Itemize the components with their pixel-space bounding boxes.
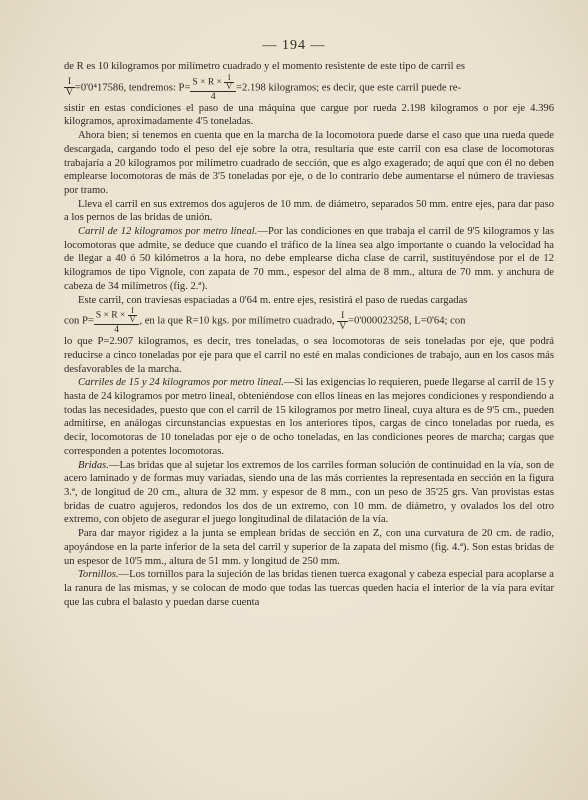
page-body [64,60,554,609]
formula-numerator-text: S × R × [192,77,225,88]
paragraph-6-text: —Si las exigencias lo requieren, puede llegarse al carril de 15 y hasta de 24 kilogramos por metro lineal, obteniéndose con ellos líneas en las mejores condiciones y respondiendo a todas las necesidades, puesto que con el carril de 15 kilogramos por metro lineal, cuya altura es de 9'5 cm., pueden admitirse, en análogas circunstancias expuestas en los anteriores tipos, cargas de cinco toneladas por rueda, es decir, locomotoras de 10 toneladas por eje o de ocho toneladas, en las condiciones peores de marcha; cargas que corresponden a potentes locomotoras. [64,377,554,457]
formula2-end: =0'000023258, L=0'64; con [348,315,466,327]
formula2-middle: , en la que R=10 kgs. por milímetro cuadrado, [139,315,335,327]
formula2-denominator: 4 [114,325,119,336]
formula2-frac2-numerator: I [337,311,348,322]
formula-numerator [190,74,236,92]
section-heading-carriles-15-24: Carriles de 15 y 24 kilogramos por metro lineal. [78,377,284,389]
formula2-big-fraction [94,307,140,335]
section-heading-tornillos: Tornillos. [78,569,119,581]
paragraph-5-formula-line [64,307,554,335]
formula2-numerator [94,307,140,325]
fraction-i-over-v [64,77,75,98]
paragraph-9-text: —Los tornillos para la sujeción de las bridas tienen tuerca exagonal y cabeza especial para acoplarse a la ranura de las mismas, y se colocan de modo que todas las tuercas queden hacia el interior de la vía para evitar que las cubra el balasto y puedan darse cuenta [64,569,554,608]
paragraph-5c: lo que P=2.907 kilogramos, es decir, tres toneladas, o sea locomotoras de seis toneladas por eje, que podrá reducirse a cinco toneladas por eje para que el carril no esté en malas condiciones de trabajo, aun en los casos más desfavorables de la marcha. [64,336,554,375]
paragraph-8: Para dar mayor rigidez a la junta se emplean bridas de sección en Z, con una curvatura de 20 cm. de radio, apoyándose en la parte inferior de la seta del carril y superior de la zapata del mismo (fig. 4.ª). Son estas bridas de un espesor de 10'5 mm., altura de 51 mm. y longitud de 250 mm. [64,528,554,567]
inner-denominator: V [226,81,233,91]
formula-big-fraction [190,74,236,102]
formula2-numerator-text: S × R × [95,310,128,321]
formula-value: =0'0⁴17586, tendremos: P= [74,82,191,94]
formula2-fraction-i-over-v [337,311,348,332]
fraction-numerator: I [64,77,75,88]
section-heading-carril-12: Carril de 12 kilogramos por metro lineal. [78,226,258,238]
paragraph-7-text: —Las bridas que al sujetar los extremos de los carriles forman solución de continuidad en la vía, son de acero laminado y de formas muy variadas, siendo una de las más corrientes la representada en sección en la figura 3.ª, de longitud de 20 cm., altura de 32 mm. y espesor de 8 mm., con un peso de 35'25 grs. Van provistas estas bridas de cuatro agujeros, redondos los dos de un extremo, con 10 mm. de diámetro, y ovalados los del otro extremo, con objeto de asegurar el juego longitudinal de dilatación de la vía. [64,459,554,526]
formula2-inner-numerator: I [128,307,138,316]
paragraph-7 [64,459,554,528]
formula-rest: =2.198 kilogramos; es decir, que este carril puede re- [236,82,462,94]
formula2-inner-denominator: V [129,315,136,325]
paragraph-4-text: —Por las condiciones en que trabaja el carril de 9'5 kilogramos y las locomotoras que admite, se deduce que cuando el tráfico de la línea sea algo importante o cuando la velocidad ha de llegar a 40 ó 50 kilómetros a la hora, no debe emplearse dicha clase de carril, sustituyéndose por el de 12 kilogramos de tipo Vignole, con zapata de 70 mm., espesor del alma de 8 mm., altura de 70 mm. y anchura de cabeza de 34 milímetros (fig. 2.ª). [64,226,554,292]
paragraph-1c: sistir en estas condiciones el paso de una máquina que cargue por rueda 2.198 kilogramos o por eje 4.396 kilogramos, aproximadamente 4'5 toneladas. [64,102,554,128]
inner-fraction [224,74,234,91]
paragraph-1a: de R es 10 kilogramos por milímetro cuadrado y el momento resistente de este tipo de carril es [64,61,465,72]
formula2-frac2-denominator: V [339,321,347,332]
paragraph-2: Ahora bien; si tenemos en cuenta que en la marcha de la locomotora puede darse el caso que una rueda quede descargada, cargando todo el peso del eje sobre la otra, resultaría que este carril con esa clase de locomotoras trabajaría a 20 kilogramos por milímetro cuadrado de sección, que es algo exagerado; de aquí que con él no deben emplearse locomotoras de más de 3'5 toneladas por eje, o de lo contrario debe aumentarse el número de traviesas por tramo. [64,130,554,196]
paragraph-1-formula-line [64,74,554,102]
paragraph-3: Lleva el carril en sus extremos dos agujeros de 10 mm. de diámetro, separados 50 mm. entre ejes, para dar paso a los pernos de las bridas de unión. [64,198,554,224]
formula2-prefix: con P= [64,315,94,327]
paragraph-5a: Este carril, con traviesas espaciadas a 0'64 m. entre ejes, resistirá el paso de ruedas cargadas [78,294,468,306]
paragraph-4 [64,225,554,294]
page-number: — 194 — [262,38,326,53]
section-heading-bridas: Bridas. [78,459,109,471]
formula2-inner-fraction [128,307,138,324]
paragraph-9 [64,568,554,609]
inner-numerator: I [224,74,234,83]
fraction-denominator: V [66,88,73,99]
paragraph-6 [64,376,554,458]
formula-denominator: 4 [210,91,216,102]
